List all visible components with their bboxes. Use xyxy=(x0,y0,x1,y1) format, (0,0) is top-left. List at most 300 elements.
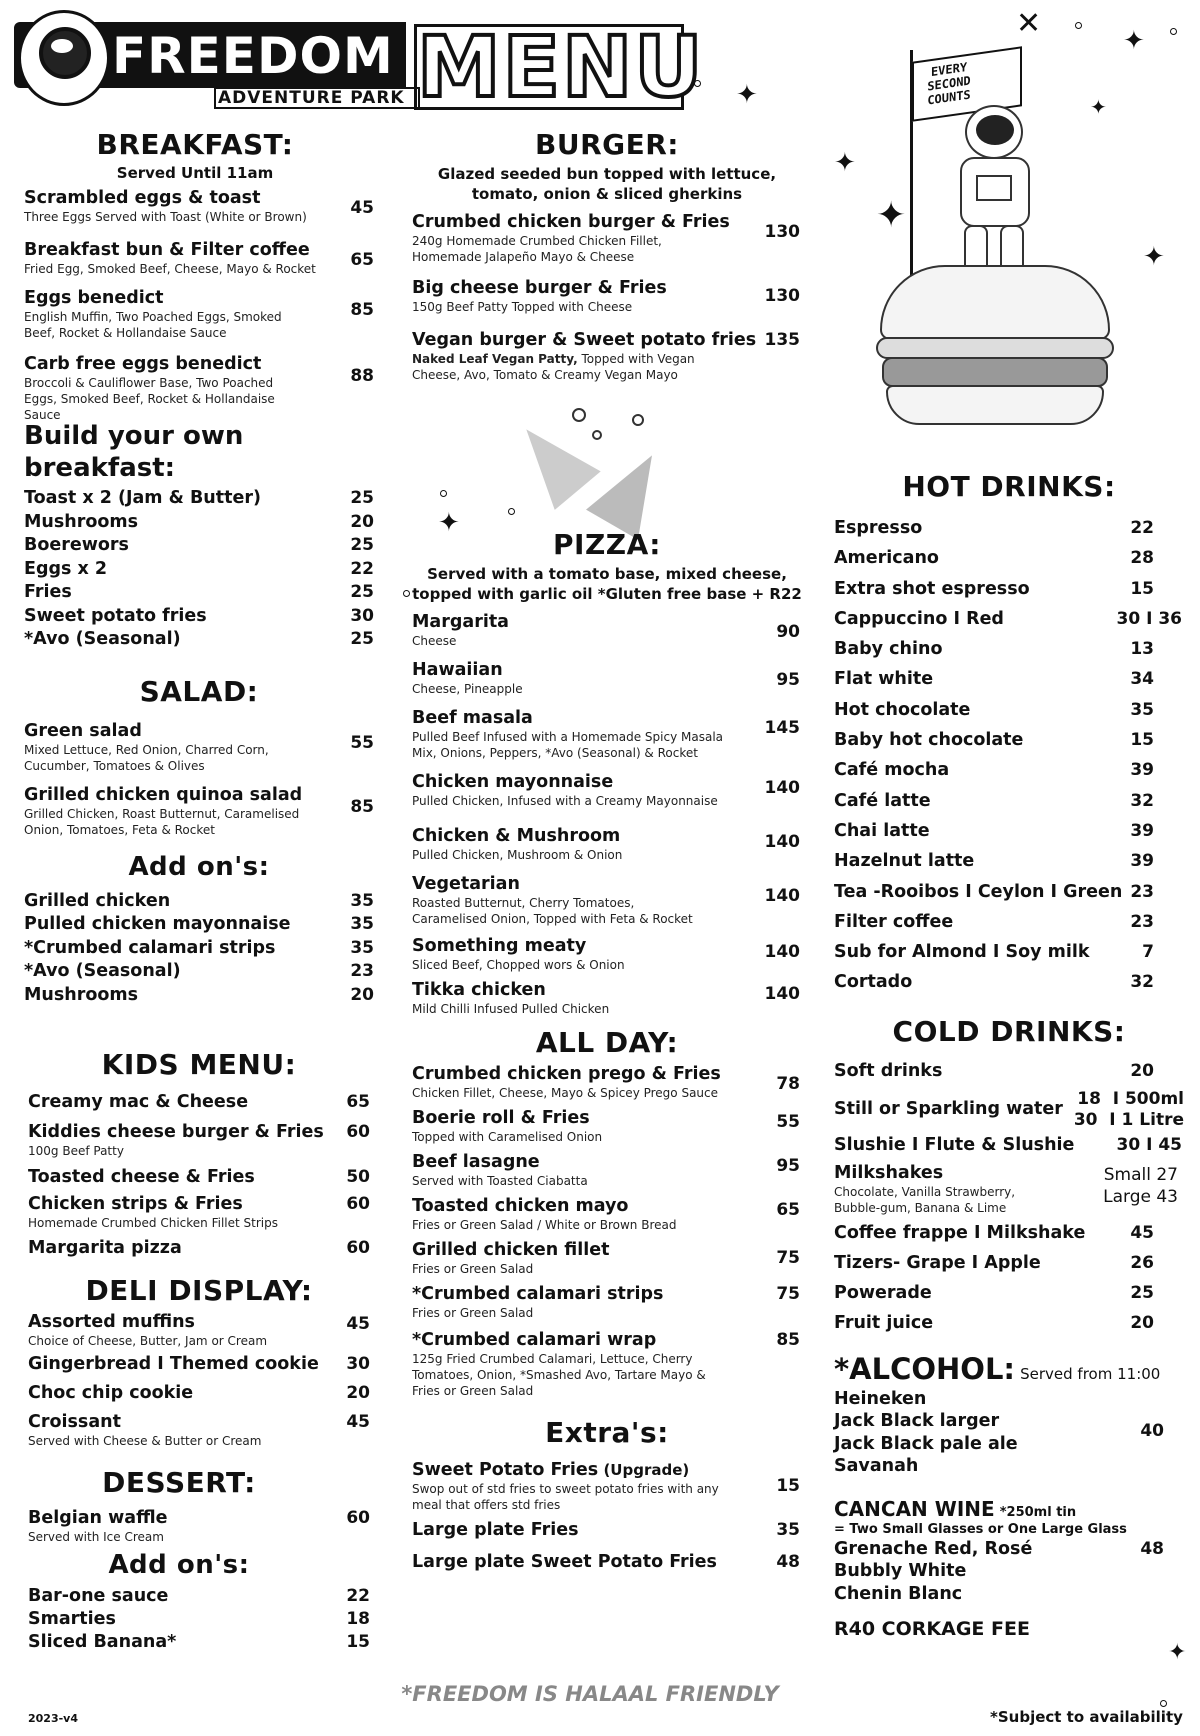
menu-item xyxy=(28,1508,374,1550)
item-desc: 100g Beef Patty xyxy=(28,1144,124,1158)
item-name: Grilled chicken xyxy=(24,890,171,911)
item-desc: Fries or Green Salad / White or Brown Bread xyxy=(412,1218,677,1232)
brand-logo xyxy=(14,10,406,108)
item-desc: Mild Chilli Infused Pulled Chicken xyxy=(412,1002,610,1016)
item-name: Mushrooms xyxy=(24,511,139,532)
item-price: 30 I 45 xyxy=(1116,1134,1182,1155)
item-price: 35 xyxy=(776,1520,800,1540)
item-price: 55 xyxy=(350,732,374,753)
item-name: Mushrooms xyxy=(24,984,139,1005)
beer-price: 40 xyxy=(1140,1420,1164,1441)
item-name: Flat white xyxy=(834,669,934,690)
list-item xyxy=(834,730,1184,760)
cold-drinks-title: COLD DRINKS: xyxy=(892,1014,1126,1048)
item-desc: Pulled Chicken, Mushroom & Onion xyxy=(412,848,623,862)
item-name: Cappuccino I Red xyxy=(834,608,1004,629)
item-price: 15 xyxy=(346,1632,370,1652)
menu-item xyxy=(412,1196,800,1240)
sparkle-icon: ✦ xyxy=(1143,242,1165,272)
item-name: Chicken strips & Fries xyxy=(28,1194,243,1214)
sparkle-icon: ✦ xyxy=(834,148,856,178)
item-name: Beef masala xyxy=(412,708,533,728)
menu-item xyxy=(412,660,800,706)
wine-item: Grenache Red, Rosé xyxy=(834,1538,1033,1559)
item-name: Extra shot espresso xyxy=(834,578,1030,599)
wine-list xyxy=(834,1539,1184,1607)
burger-subtitle: Glazed seeded bun topped with lettuce, tomato, onion & sliced gherkins xyxy=(437,165,777,203)
menu-item xyxy=(412,936,800,980)
item-name: Coffee frappe I Milkshake xyxy=(834,1222,1086,1243)
item-price: 32 xyxy=(1130,790,1154,811)
item-name: Bar-one sauce xyxy=(28,1586,169,1606)
left-column xyxy=(24,128,374,1655)
menu-item xyxy=(412,1552,800,1582)
menu-item xyxy=(28,1354,374,1383)
item-price: 32 xyxy=(1130,972,1154,993)
item-price: 90 xyxy=(776,622,800,642)
item-price: 20 xyxy=(350,511,374,532)
right-column xyxy=(834,470,1184,1641)
middle-column xyxy=(412,128,800,1582)
kids-menu-title: KIDS MENU: xyxy=(101,1048,297,1081)
menu-item xyxy=(412,1108,800,1152)
item-price: 135 xyxy=(764,330,800,350)
item-desc: Roasted Butternut, Cherry Tomatoes, Caramelised Onion, Topped with Feta & Rocket xyxy=(412,896,693,926)
menu-item xyxy=(412,826,800,872)
menu-item xyxy=(412,772,800,824)
item-name: Grilled chicken quinoa salad xyxy=(24,784,303,805)
item-name: Boerewors xyxy=(24,535,129,555)
menu-item xyxy=(412,612,800,658)
list-item xyxy=(834,669,1184,699)
item-desc: Topped with Caramelised Onion xyxy=(412,1130,603,1144)
pizza-subtitle: Served with a tomato base, mixed cheese, topped with garlic oil *Gluten free base + R22 xyxy=(412,565,802,603)
item-desc: Served with Ice Cream xyxy=(28,1530,164,1544)
item-price: 25 xyxy=(350,629,374,649)
item-price-large: Large 43 xyxy=(1103,1186,1178,1207)
salad-title: SALAD: xyxy=(139,674,259,708)
list-item xyxy=(24,961,374,985)
availability-note: *Subject to availability xyxy=(990,1708,1183,1726)
item-price: 48 xyxy=(776,1552,800,1572)
hot-drinks-list xyxy=(834,518,1184,1003)
menu-item xyxy=(412,1240,800,1284)
menu-item xyxy=(412,1152,800,1196)
all-day-title: ALL DAY: xyxy=(535,1026,679,1059)
menu-item xyxy=(28,1312,374,1354)
item-price: 35 xyxy=(1130,699,1154,720)
item-price: 26 xyxy=(1130,1252,1154,1273)
dot-icon xyxy=(1075,22,1082,29)
item-price: 30 xyxy=(350,605,374,626)
item-name: Hot chocolate xyxy=(834,699,971,720)
dot-icon xyxy=(403,590,410,597)
menu-item xyxy=(24,240,374,286)
item-name: Pulled chicken mayonnaise xyxy=(24,914,291,934)
item-price: 39 xyxy=(1130,820,1154,841)
item-name-main: Sweet Potato Fries xyxy=(412,1460,599,1480)
list-item xyxy=(834,700,1184,730)
menu-item xyxy=(412,980,800,1024)
item-price: 30 xyxy=(346,1354,370,1374)
wine-desc: = Two Small Glasses or One Large Glass xyxy=(834,1521,1127,1537)
item-price: 65 xyxy=(776,1200,800,1220)
list-item xyxy=(834,518,1184,548)
item-name: Powerade xyxy=(834,1282,932,1303)
item-name: *Avo (Seasonal) xyxy=(24,629,181,649)
item-name: Hawaiian xyxy=(412,660,503,680)
item-desc: Fries or Green Salad xyxy=(412,1306,534,1320)
menu-item xyxy=(412,874,800,936)
item-desc: 125g Fried Crumbed Calamari, Lettuce, Cherry Tomatoes, Onion, *Smashed Avo, Tartare Mayo & Fries or Green Salad xyxy=(412,1352,706,1398)
item-price: 45 xyxy=(1130,1222,1154,1243)
menu-item xyxy=(28,1383,374,1412)
menu-item xyxy=(412,212,800,274)
item-name: Carb free eggs benedict xyxy=(24,354,262,374)
item-name: Still or Sparkling water xyxy=(834,1098,1063,1119)
addons-title: Add on's: xyxy=(128,851,270,882)
item-price: 30 I 36 xyxy=(1116,608,1182,629)
menu-item xyxy=(28,1092,374,1122)
menu-item xyxy=(24,785,374,845)
item-price: 25 xyxy=(350,582,374,602)
item-name: Chicken mayonnaise xyxy=(412,772,614,792)
item-desc: Cheese, Pineapple xyxy=(412,682,523,696)
item-name: Boerie roll & Fries xyxy=(412,1108,590,1128)
item-name: Chai latte xyxy=(834,820,930,841)
item-name: Soft drinks xyxy=(834,1060,943,1081)
item-name: Fruit juice xyxy=(834,1312,934,1333)
list-item xyxy=(834,548,1184,578)
item-price: 25 xyxy=(350,535,374,555)
item-desc: Cheese xyxy=(412,634,457,648)
item-price-small: Small 27 xyxy=(1103,1164,1178,1185)
item-price: 60 xyxy=(346,1508,370,1528)
menu-item xyxy=(412,278,800,326)
item-name: Eggs benedict xyxy=(24,288,164,308)
flag-text: EVERY SECOND COUNTS xyxy=(927,59,971,108)
list-item xyxy=(28,1609,374,1632)
item-price: 60 xyxy=(346,1194,370,1214)
item-desc: Homemade Crumbed Chicken Fillet Strips xyxy=(28,1216,278,1230)
hot-drinks-title: HOT DRINKS: xyxy=(902,470,1116,503)
item-price: 25 xyxy=(350,488,374,508)
wine-header xyxy=(834,1497,1184,1521)
item-name: Big cheese burger & Fries xyxy=(412,278,667,298)
item-name: Grilled chicken fillet xyxy=(412,1240,610,1260)
wine-note: *250ml tin xyxy=(999,1504,1077,1520)
item-price: 75 xyxy=(776,1248,800,1268)
list-item xyxy=(834,1163,1184,1223)
list-item xyxy=(834,1223,1184,1253)
list-item xyxy=(28,1586,374,1609)
item-price: 85 xyxy=(776,1330,800,1350)
burger-title: BURGER: xyxy=(534,128,679,161)
item-price: 23 xyxy=(1130,881,1154,902)
item-desc: Chicken Fillet, Cheese, Mayo & Spicey Prego Sauce xyxy=(412,1086,719,1100)
item-name: Chicken & Mushroom xyxy=(412,826,621,846)
item-price: 50 xyxy=(346,1167,370,1187)
item-price: 22 xyxy=(350,558,374,579)
item-name: *Avo (Seasonal) xyxy=(24,961,181,981)
item-name: Breakfast bun & Filter coffee xyxy=(24,240,310,260)
menu-item xyxy=(28,1238,374,1264)
list-item xyxy=(24,582,374,606)
item-name: Croissant xyxy=(28,1412,121,1432)
item-price: 88 xyxy=(350,366,374,386)
item-name: Slushie I Flute & Slushie xyxy=(834,1134,1075,1155)
item-name: Toasted chicken mayo xyxy=(412,1196,629,1216)
item-name: Margarita xyxy=(412,612,509,632)
list-item xyxy=(24,606,374,630)
item-desc-rest: Topped with Vegan Cheese, Avo, Tomato & Creamy Vegan Mayo xyxy=(412,352,695,382)
list-item xyxy=(834,851,1184,881)
item-name: Vegan burger & Sweet potato fries xyxy=(412,330,757,350)
item-desc: Fried Egg, Smoked Beef, Cheese, Mayo & Rocket xyxy=(24,262,316,276)
dot-icon xyxy=(694,80,701,87)
item-price: 140 xyxy=(764,942,800,962)
item-name: Belgian waffle xyxy=(28,1508,168,1528)
item-price: 75 xyxy=(776,1284,800,1304)
wine-price: 48 xyxy=(1140,1538,1164,1559)
item-name: Tikka chicken xyxy=(412,980,546,1000)
build-breakfast-list xyxy=(24,488,374,653)
extras-title: Extra's: xyxy=(545,1416,669,1449)
menu-item xyxy=(412,1064,800,1108)
menu-word: MENU xyxy=(417,18,705,116)
item-name: Tea -Rooibos I Ceylon I Green xyxy=(834,881,1123,902)
item-price: 22 xyxy=(346,1586,370,1606)
item-price: 39 xyxy=(1130,760,1154,781)
list-item xyxy=(834,972,1184,1002)
dot-icon xyxy=(1160,1700,1167,1707)
item-name: Baby chino xyxy=(834,639,943,660)
sparkle-icon: ✦ xyxy=(1123,26,1145,56)
breakfast-subtitle: Served Until 11am xyxy=(116,164,274,182)
item-name: Milkshakes xyxy=(834,1162,944,1183)
list-item xyxy=(834,821,1184,851)
list-item xyxy=(24,985,374,1009)
item-price: 145 xyxy=(764,718,800,738)
list-item xyxy=(24,559,374,583)
pizza-title: PIZZA: xyxy=(553,528,661,561)
astronaut-logo-icon xyxy=(18,10,110,106)
item-price: 130 xyxy=(764,222,800,242)
menu-item xyxy=(24,721,374,783)
sparkle-icon: ✦ xyxy=(438,508,460,538)
breakfast-title: BREAKFAST: xyxy=(96,128,294,161)
list-item xyxy=(834,639,1184,669)
corkage-fee: R40 CORKAGE FEE xyxy=(834,1617,1030,1640)
brand-name: FREEDOM xyxy=(112,27,394,85)
wine-item: Bubbly White xyxy=(834,1561,967,1582)
item-price: 140 xyxy=(764,778,800,798)
addons-list xyxy=(24,891,374,1009)
menu-item xyxy=(28,1412,374,1454)
item-name: Something meaty xyxy=(412,936,587,956)
item-price: 60 xyxy=(346,1122,370,1142)
item-desc xyxy=(412,351,732,383)
list-item xyxy=(24,914,374,938)
item-name: Baby hot chocolate xyxy=(834,730,1024,751)
list-item xyxy=(24,891,374,915)
item-price: 45 xyxy=(346,1314,370,1334)
item-price-500ml: 18 I 500ml xyxy=(1077,1088,1184,1109)
sparkle-icon: ✦ xyxy=(736,80,758,110)
item-name: Americano xyxy=(834,548,939,569)
beer-item: Jack Black pale ale xyxy=(834,1433,1018,1454)
item-price: 95 xyxy=(776,1156,800,1176)
alcohol-note: Served from 11:00 xyxy=(1020,1364,1161,1383)
list-item xyxy=(834,912,1184,942)
item-price: 22 xyxy=(1130,518,1154,538)
item-price: 95 xyxy=(776,670,800,690)
item-name: Gingerbread I Themed cookie xyxy=(28,1354,319,1374)
item-price: 130 xyxy=(764,286,800,306)
menu-item xyxy=(412,708,800,770)
item-name: Crumbed chicken burger & Fries xyxy=(412,212,730,232)
item-desc: English Muffin, Two Poached Eggs, Smoked Beef, Rocket & Hollandaise Sauce xyxy=(24,310,282,340)
item-desc: Pulled Chicken, Infused with a Creamy Mayonnaise xyxy=(412,794,718,808)
item-price: 20 xyxy=(1130,1312,1154,1333)
item-price: 78 xyxy=(776,1074,800,1094)
burger-icon xyxy=(880,265,1110,435)
wine-item: Chenin Blanc xyxy=(834,1583,963,1604)
item-price: 65 xyxy=(350,250,374,270)
wine-title: CANCAN WINE xyxy=(834,1496,995,1521)
list-item xyxy=(834,1313,1184,1343)
item-name: Toast x 2 (Jam & Butter) xyxy=(24,488,261,508)
item-name: Sub for Almond I Soy milk xyxy=(834,942,1090,963)
menu-item xyxy=(412,1520,800,1552)
alcohol-title: *ALCOHOL: xyxy=(834,1351,1016,1386)
list-item xyxy=(24,512,374,536)
item-price: 39 xyxy=(1130,851,1154,872)
item-price: 23 xyxy=(1130,911,1154,932)
item-name: Large plate Fries xyxy=(412,1520,579,1540)
beer-list xyxy=(834,1389,1184,1479)
list-item xyxy=(24,629,374,653)
list-item xyxy=(28,1632,374,1655)
item-name: Eggs x 2 xyxy=(24,558,108,579)
item-price: 25 xyxy=(1130,1282,1154,1303)
menu-item xyxy=(28,1167,374,1194)
menu-item xyxy=(412,1284,800,1330)
item-name: Crumbed chicken prego & Fries xyxy=(412,1064,721,1084)
list-item xyxy=(834,882,1184,912)
item-name: Toasted cheese & Fries xyxy=(28,1167,255,1187)
item-desc: Fries or Green Salad xyxy=(412,1262,534,1276)
item-name: Hazelnut latte xyxy=(834,851,975,872)
item-price: 35 xyxy=(350,890,374,911)
sparkle-icon: ✦ xyxy=(1168,1640,1187,1665)
beer-item: Jack Black larger xyxy=(834,1411,1000,1432)
item-price: 15 xyxy=(776,1476,800,1496)
item-name: Espresso xyxy=(834,518,923,538)
item-desc: Grilled Chicken, Roast Butternut, Caramelised Onion, Tomatoes, Feta & Rocket xyxy=(24,806,300,837)
dessert-title: DESSERT: xyxy=(102,1466,256,1499)
item-name: Large plate Sweet Potato Fries xyxy=(412,1552,717,1572)
item-name: Kiddies cheese burger & Fries xyxy=(28,1122,324,1142)
item-price: 35 xyxy=(350,937,374,958)
item-name: Cortado xyxy=(834,972,913,993)
item-price: 65 xyxy=(346,1092,370,1112)
item-price: 45 xyxy=(346,1412,370,1432)
list-item xyxy=(24,938,374,962)
item-name: *Crumbed calamari strips xyxy=(24,937,276,958)
item-name: Fries xyxy=(24,582,72,602)
item-price: 28 xyxy=(1130,548,1154,569)
item-desc: Three Eggs Served with Toast (White or Brown) xyxy=(24,210,307,224)
item-price: 140 xyxy=(764,886,800,906)
item-name: Margarita pizza xyxy=(28,1238,182,1258)
item-price: 55 xyxy=(776,1112,800,1132)
dessert-addons-title: Add on's: xyxy=(108,1550,250,1580)
item-name: Sliced Banana* xyxy=(28,1632,177,1652)
beer-item: Heineken xyxy=(834,1388,927,1409)
menu-item xyxy=(412,330,800,390)
sparkle-icon: ✦ xyxy=(876,195,907,236)
item-desc: Broccoli & Cauliflower Base, Two Poached Eggs, Smoked Beef, Rocket & Hollandaise Sauce xyxy=(24,376,275,422)
item-name: Tizers- Grape I Apple xyxy=(834,1252,1041,1273)
item-desc: 240g Homemade Crumbed Chicken Fillet, Homemade Jalapeño Mayo & Cheese xyxy=(412,234,662,264)
item-price: 23 xyxy=(350,961,374,981)
menu-item xyxy=(28,1194,374,1238)
beer-item: Savanah xyxy=(834,1456,919,1477)
item-name: Smarties xyxy=(28,1609,116,1629)
menu-title xyxy=(414,18,705,116)
item-price: 13 xyxy=(1130,639,1154,660)
item-name: *Crumbed calamari wrap xyxy=(412,1330,657,1350)
list-item xyxy=(834,1087,1184,1135)
list-item xyxy=(834,760,1184,790)
item-desc: Choice of Cheese, Butter, Jam or Cream xyxy=(28,1334,268,1348)
item-price: 85 xyxy=(350,796,374,817)
item-name: Green salad xyxy=(24,720,142,741)
list-item xyxy=(834,609,1184,639)
list-item xyxy=(834,942,1184,972)
item-price: 18 xyxy=(346,1609,370,1629)
item-name: Beef lasagne xyxy=(412,1152,540,1172)
astronaut-icon xyxy=(950,105,1040,285)
astronaut-burger-illustration xyxy=(870,50,1120,440)
item-price: 85 xyxy=(350,300,374,320)
item-name: Scrambled eggs & toast xyxy=(24,188,261,208)
item-price: 45 xyxy=(350,198,374,218)
list-item xyxy=(834,791,1184,821)
item-name: Vegetarian xyxy=(412,874,520,894)
item-price: 15 xyxy=(1130,578,1154,599)
list-item xyxy=(834,1253,1184,1283)
item-desc: Chocolate, Vanilla Strawberry, Bubble-gum, Banana & Lime xyxy=(834,1184,1016,1215)
item-desc: Pulled Beef Infused with a Homemade Spicy Masala Mix, Onions, Peppers, *Avo (Seasonal) & Rocket xyxy=(412,730,724,760)
item-price: 35 xyxy=(350,914,374,934)
menu-item xyxy=(24,354,374,422)
menu-item xyxy=(28,1122,374,1167)
item-desc: Mixed Lettuce, Red Onion, Charred Corn, Cucumber, Tomatoes & Olives xyxy=(24,742,269,773)
menu-item xyxy=(24,188,374,234)
item-name xyxy=(412,1460,800,1481)
item-price: 15 xyxy=(1130,730,1154,751)
halaal-note: *FREEDOM IS HALAAL FRIENDLY xyxy=(401,1682,779,1706)
list-item xyxy=(834,1061,1184,1087)
cross-star-icon: ✕ xyxy=(1016,6,1042,41)
menu-item xyxy=(412,1460,800,1520)
item-price: 20 xyxy=(346,1383,370,1403)
item-price: 140 xyxy=(764,832,800,852)
item-desc: Served with Cheese & Butter or Cream xyxy=(28,1434,262,1448)
item-price: 60 xyxy=(346,1238,370,1258)
